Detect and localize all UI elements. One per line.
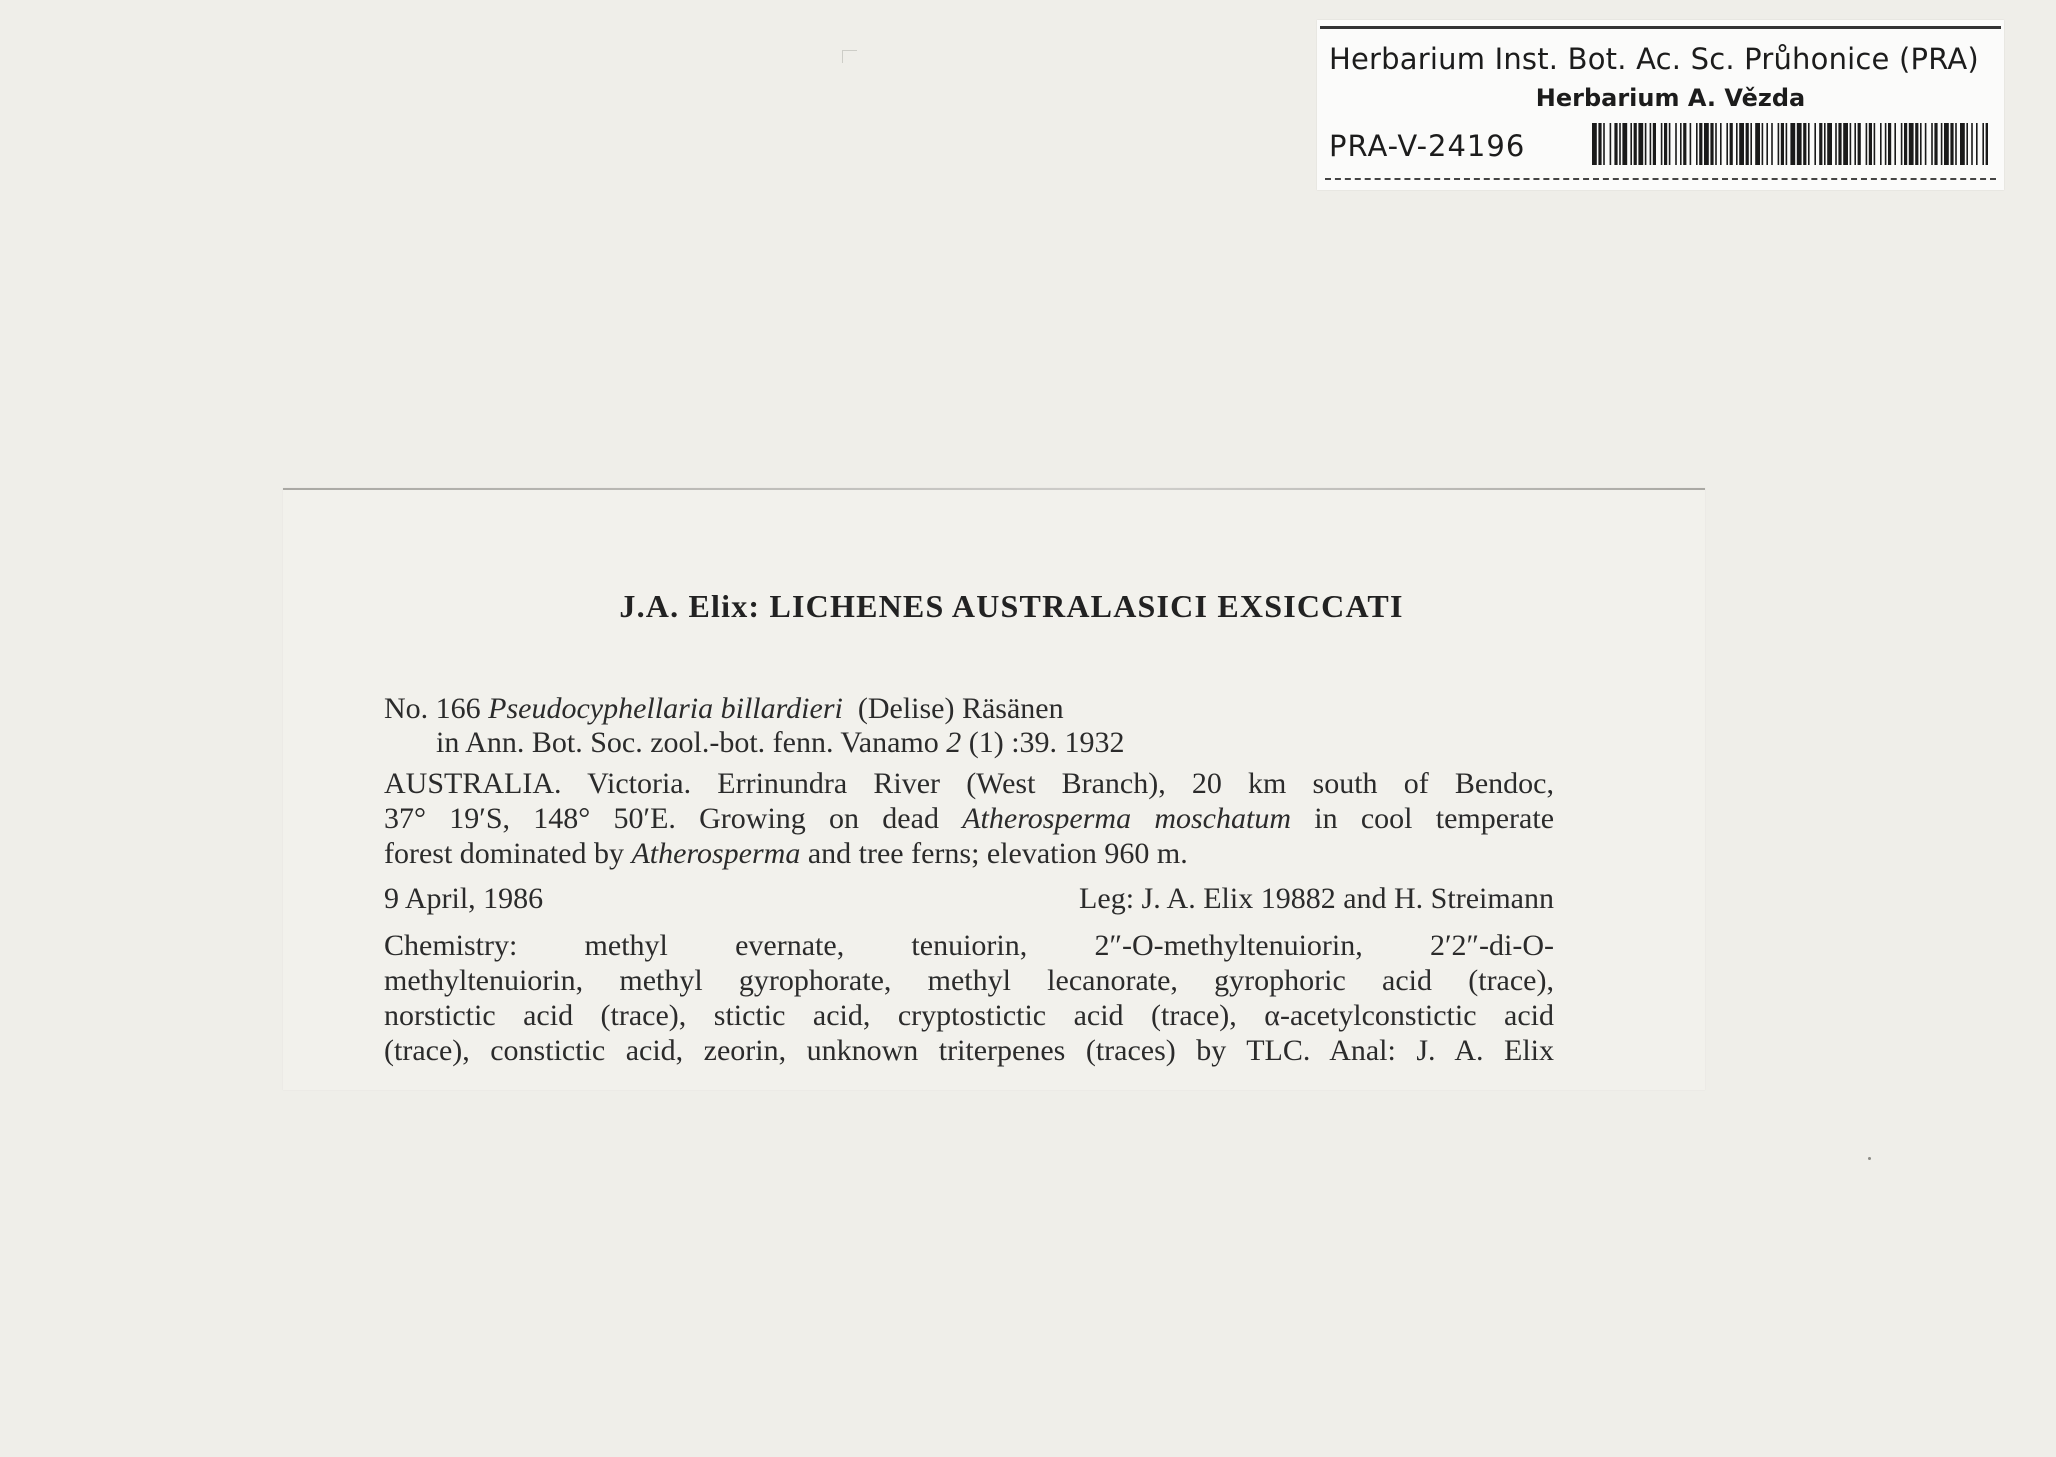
collectors: Leg: J. A. Elix 19882 and H. Streimann <box>1079 882 1554 915</box>
locality-habitat: in cool temperate <box>1314 802 1555 835</box>
label-bottom-rule <box>1325 178 1996 180</box>
locality-coordinates: 37° 19′S, 148° 50′E. Growing on dead <box>384 802 939 835</box>
chemistry-block <box>384 928 1554 1068</box>
taxon-block <box>384 692 1664 760</box>
barcode-icon <box>1592 123 1988 165</box>
paper-speck <box>1868 1157 1871 1160</box>
locality-forest: forest dominated by <box>384 837 624 870</box>
locality-line-3 <box>384 836 1554 871</box>
locality-line-2 <box>384 801 1554 836</box>
chemistry-line-4: (trace), constictic acid, zeorin, unknown triterpenes (traces) by TLC. Anal: J. A. Elix <box>384 1034 1554 1067</box>
publication-volume: 2 <box>946 726 962 759</box>
publication-line <box>384 726 1664 760</box>
exsiccata-label <box>283 488 1705 1090</box>
host-species: Atherosperma moschatum <box>962 802 1291 835</box>
collection-block <box>384 882 1554 916</box>
publication-suffix: (1) :39. 1932 <box>968 726 1125 759</box>
chemistry-line-1: Chemistry: methyl evernate, tenuiorin, 2″-O-methyltenuiorin, 2′2″-di-O- <box>384 929 1554 962</box>
specimen-id: PRA-V-24196 <box>1329 129 1526 163</box>
chemistry-line-2: methyltenuiorin, methyl gyrophorate, methyl lecanorate, gyrophoric acid (trace), <box>384 964 1554 997</box>
sheet-corner-mark <box>842 50 857 63</box>
publication-prefix: in Ann. Bot. Soc. zool.-bot. fenn. Vanamo <box>436 726 939 759</box>
locality-elevation: and tree ferns; elevation 960 m. <box>807 837 1188 870</box>
label-top-rule <box>1320 26 2001 29</box>
taxon-authority: (Delise) Räsänen <box>857 692 1064 725</box>
taxon-line <box>384 692 1664 726</box>
chemistry-line-3: norstictic acid (trace), stictic acid, cryptostictic acid (trace), α-acetylconstictic acid <box>384 999 1554 1032</box>
locality-block <box>384 766 1554 871</box>
taxon-name: Pseudocyphellaria billardieri <box>488 692 843 725</box>
host-genus: Atherosperma <box>631 837 801 870</box>
collection-date: 9 April, 1986 <box>384 882 544 915</box>
herbarium-institution: Herbarium Inst. Bot. Ac. Sc. Průhonice (PRA) <box>1329 42 1979 76</box>
exsiccata-title: J.A. Elix: LICHENES AUSTRALASICI EXSICCATI <box>619 588 1404 624</box>
herbarium-barcode-label <box>1317 20 2004 190</box>
locality-line-1: AUSTRALIA. Victoria. Errinundra River (West Branch), 20 km south of Bendoc, <box>384 767 1554 800</box>
exsiccata-number: No. 166 <box>384 692 481 725</box>
herbarium-collection: Herbarium A. Vězda <box>1535 84 1806 112</box>
exsiccata-top-rule <box>283 488 1705 490</box>
